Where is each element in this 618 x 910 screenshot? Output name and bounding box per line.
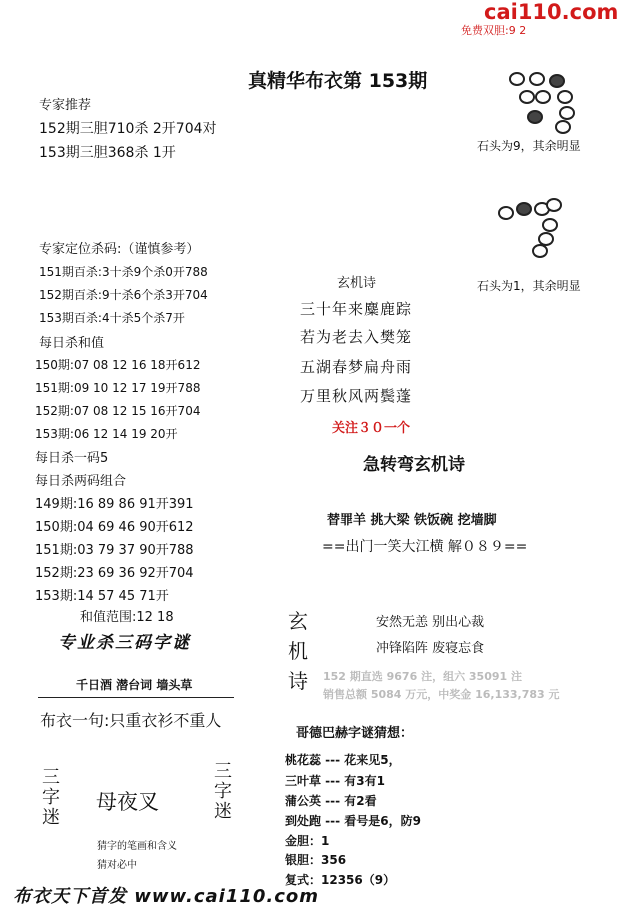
- daily-sum-line: 151期:09 10 12 17 19开788: [35, 381, 201, 395]
- corner-note: 免费双胆:9 2: [461, 24, 527, 37]
- goldbach-line: 蒲公英 --- 有2看: [285, 794, 377, 808]
- goldbach-line: 银胆：356: [285, 853, 347, 867]
- daily-two-line: 150期:04 69 46 90开612: [35, 520, 194, 535]
- goldbach-line: 复式：12356（9）: [285, 873, 396, 887]
- position-kill-line: 153期百杀:4十杀5个杀7开: [39, 311, 185, 325]
- turn-poem-line: ==出门一笑大江横 解０８９==: [322, 539, 528, 555]
- goldbach-line: 到处跑 --- 看号是6，防9: [285, 814, 421, 828]
- puzzle-caption: 石头为1，其余明显: [477, 279, 581, 293]
- daily-sum-heading: 每日杀和值: [39, 336, 105, 351]
- goldbach-line: 桃花蕊 --- 花来见5，: [285, 753, 401, 767]
- daily-sum-line: 150期:07 08 12 16 18开612: [35, 358, 201, 372]
- daily-sum-line: 152期:07 08 12 15 16开704: [35, 404, 201, 418]
- buyi-sentence: 布衣一句:只重衣衫不重人: [40, 711, 222, 730]
- poem-title: 玄机诗: [337, 276, 377, 291]
- riddle-hint: 猜字的笔画和含义: [97, 841, 177, 852]
- stone-puzzle-figure: [505, 68, 580, 128]
- goldbach-title: 哥德巴赫字谜猜想：: [296, 726, 414, 741]
- riddle-three-title: 专业杀三码字谜: [58, 633, 191, 653]
- sales-line: 152 期直选 9676 注，组六 35091 注: [323, 670, 522, 683]
- daily-two-line: 149期:16 89 86 91开391: [35, 497, 194, 512]
- riddle-left-label: 三字迷: [42, 767, 60, 828]
- word-riddle: 母夜叉: [96, 790, 159, 814]
- divider: [38, 697, 234, 698]
- stone-puzzle-figure: [494, 196, 564, 256]
- position-kill-line: 151期百杀:3十杀9个杀0开788: [39, 265, 208, 279]
- expert-line: 153期三胆368杀 1开: [39, 145, 176, 161]
- daily-two-line: 152期:23 69 36 92开704: [35, 566, 194, 581]
- turn-poem-title: 急转弯玄机诗: [363, 455, 465, 475]
- xuanji-line: 冲锋陷阵 废寝忘食: [376, 641, 485, 656]
- riddle-right-label: 三字迷: [214, 761, 232, 822]
- footer-banner: 布衣天下首发 www.cai110.com: [13, 886, 320, 907]
- page-title: 真精华布衣第 153期: [248, 70, 428, 92]
- poem-line: 万里秋风两鬓蓬: [300, 387, 413, 405]
- daily-kill-one: 每日杀一码5: [35, 451, 109, 466]
- riddle-hint: 猜对必中: [97, 860, 137, 871]
- site-logo: cai110.com: [484, 0, 618, 24]
- daily-two-heading: 每日杀两码组合: [35, 474, 127, 489]
- poem-line: 若为老去入樊笼: [300, 328, 413, 346]
- sum-range: 和值范围:12 18: [80, 610, 174, 625]
- expert-heading: 专家推荐: [39, 98, 92, 113]
- xuanji-line: 安然无恙 别出心裁: [376, 615, 485, 630]
- sales-line: 销售总额 5084 万元，中奖金 16,133,783 元: [323, 688, 560, 701]
- goldbach-line: 金胆：1: [285, 834, 330, 848]
- poem-line: 五湖春梦扁舟雨: [300, 358, 413, 376]
- expert-line: 152期三胆710杀 2开704对: [39, 121, 217, 137]
- puzzle-caption: 石头为9，其余明显: [477, 139, 581, 153]
- daily-two-line: 151期:03 79 37 90开788: [35, 543, 194, 558]
- goldbach-line: 三叶草 --- 有3有1: [285, 774, 385, 788]
- position-kill-line: 152期百杀:9十杀6个杀3开704: [39, 288, 208, 302]
- position-kill-heading: 专家定位杀码:（谨慎参考）: [39, 242, 200, 257]
- xuanji-label: 玄机诗: [288, 609, 308, 693]
- daily-sum-line: 153期:06 12 14 19 20开: [35, 427, 178, 441]
- turn-poem-line: 替罪羊 挑大梁 铁饭碗 挖墙脚: [327, 513, 497, 528]
- daily-two-line: 153期:14 57 45 71开: [35, 589, 169, 604]
- follow-note: 关注３０一个: [332, 421, 411, 436]
- riddle-three-words: 千日酒 潜台词 墙头草: [76, 678, 193, 692]
- poem-line: 三十年来麋鹿踪: [300, 300, 413, 318]
